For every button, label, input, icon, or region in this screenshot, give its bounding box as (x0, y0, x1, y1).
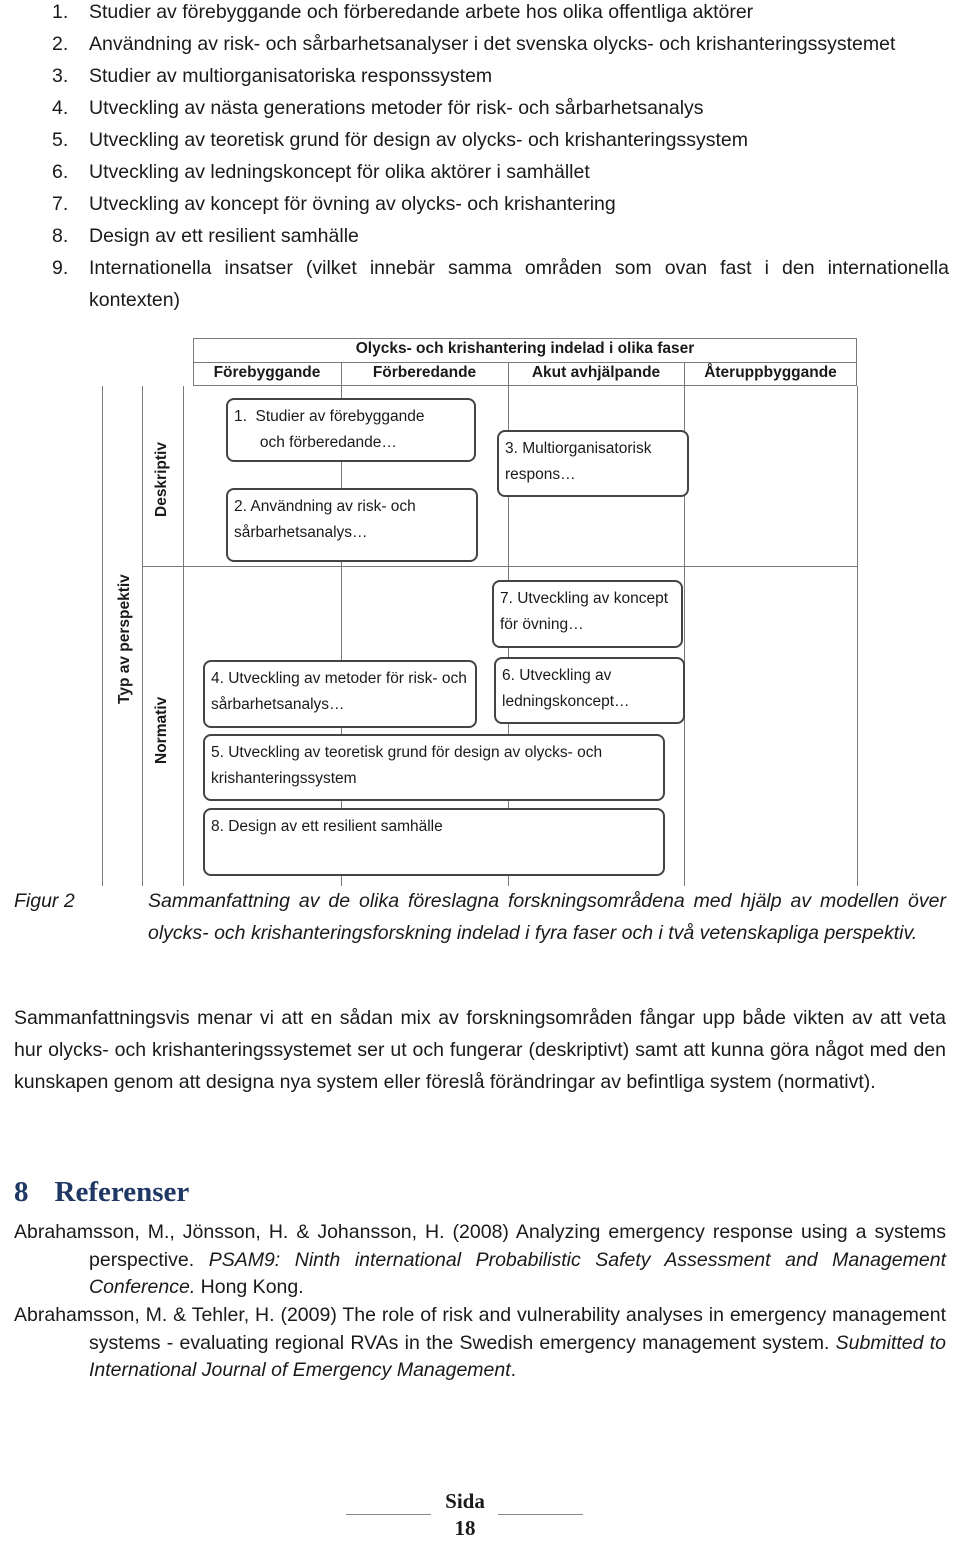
list-number: 3. (52, 65, 69, 87)
footer-rule (498, 1514, 583, 1515)
list-item (14, 0, 949, 28)
list-number: 2. (52, 33, 69, 55)
list-item (14, 220, 949, 252)
list-text: Design av ett resilient samhälle (89, 225, 359, 247)
figure-label: Figur 2 (14, 890, 75, 912)
area-box-8: 8. Design av ett resilient samhälle (203, 808, 665, 876)
list-number: 1. (52, 1, 69, 23)
grid-line (102, 386, 103, 886)
grid-line (857, 386, 858, 886)
area-box-6: 6. Utveckling av ledningskoncept… (494, 657, 685, 724)
row-label-normative: Normativ (153, 696, 170, 764)
list-item (14, 60, 949, 92)
phase-label-akut: Akut avhjälpande (531, 364, 661, 381)
section-heading (14, 1176, 189, 1209)
list-number: 7. (52, 193, 69, 215)
phase-label-forebyggande: Förebyggande (213, 364, 321, 381)
list-text: Utveckling av koncept för övning av olycks- och krishantering (89, 193, 616, 215)
figure-caption: Sammanfattning av de olika föreslagna forskningsområdena med hjälp av modellen över olycks- och krishanteringsforskning indelad i fyra faser och i två vetenskapliga perspektiv. (148, 890, 946, 944)
grid-line (142, 566, 857, 567)
research-areas-list (14, 0, 949, 320)
list-number: 4. (52, 97, 69, 119)
list-item (14, 28, 949, 60)
grid-line (684, 362, 685, 386)
footer-rule (346, 1514, 431, 1515)
grid-line (341, 362, 342, 386)
section-number: 8 (14, 1176, 29, 1208)
grid-line (508, 362, 509, 386)
grid-line (193, 362, 857, 363)
list-text: Utveckling av nästa generations metoder för risk- och sårbarhetsanalys (89, 97, 704, 119)
list-number: 5. (52, 129, 69, 151)
page-value: 18 (454, 1516, 476, 1540)
area-box-1: 1. Studier av förebyggande och förberedande… (226, 398, 476, 462)
area-box-2: 2. Användning av risk- och sårbarhetsanalys… (226, 488, 478, 562)
grid-line (142, 386, 143, 886)
row-label-descriptive: Deskriptiv (153, 442, 170, 517)
area-box-5: 5. Utveckling av teoretisk grund för design av olycks- och krishanteringssystem (203, 734, 665, 801)
list-text: Studier av multiorganisatoriska responssystem (89, 65, 493, 87)
grid-line (183, 386, 184, 886)
page-number (436, 1488, 494, 1542)
list-text: Användning av risk- och sårbarhetsanalyser i det svenska olycks- och krishanteringssystemet (89, 33, 896, 55)
phase-label-ateruppbyggande: Återuppbyggande (704, 364, 837, 381)
list-item (14, 156, 949, 188)
list-item (14, 252, 949, 316)
list-item (14, 124, 949, 156)
area-box-7: 7. Utveckling av koncept för övning… (492, 580, 683, 648)
axis-label-perspective-type: Typ av perspektiv (116, 574, 133, 704)
reference-entry: Abrahamsson, M., Jönsson, H. & Johansson, H. (2008) Analyzing emergency response using a systems perspective. PSAM9: Ninth international Probabilistic Safety Assessment and Management Conference. Hong Kong. (14, 1221, 946, 1298)
page-label: Sida (445, 1489, 485, 1513)
list-text: Utveckling av teoretisk grund för design av olycks- och krishanteringssystem (89, 129, 748, 151)
list-text: Internationella insatser (vilket innebär samma områden som ovan fast i den internationella kontexten) (89, 257, 949, 311)
area-box-4: 4. Utveckling av metoder för risk- och sårbarhetsanalys… (203, 660, 477, 728)
list-number: 9. (52, 257, 69, 279)
list-item (14, 92, 949, 124)
list-item (14, 188, 949, 220)
list-text: Studier av förebyggande och förberedande arbete hos olika offentliga aktörer (89, 1, 754, 23)
list-number: 6. (52, 161, 69, 183)
diagram-header-title: Olycks- och krishantering indelad i olika faser (355, 340, 695, 357)
reference-entry: Abrahamsson, M. & Tehler, H. (2009) The role of risk and vulnerability analyses in emergency management systems - evaluating regional RVAs in the Swedish emergency management system. Submitted to International Journal of Emergency Management. (14, 1304, 946, 1381)
phase-label-forberedande: Förberedande (372, 364, 477, 381)
section-title: Referenser (54, 1176, 190, 1208)
list-text: Utveckling av ledningskoncept för olika aktörer i samhället (89, 161, 590, 183)
list-number: 8. (52, 225, 69, 247)
area-box-3: 3. Multiorganisatorisk respons… (497, 430, 689, 497)
summary-paragraph: Sammanfattningsvis menar vi att en sådan mix av forskningsområden fångar upp både vikten av att veta hur olycks- och krishanteringssystemet ser ut och fungerar (deskriptivt) samt att kunna göra något med den kunskapen genom att designa nya system eller föreslå förändringar av befintliga system (normativt). (14, 1007, 946, 1093)
